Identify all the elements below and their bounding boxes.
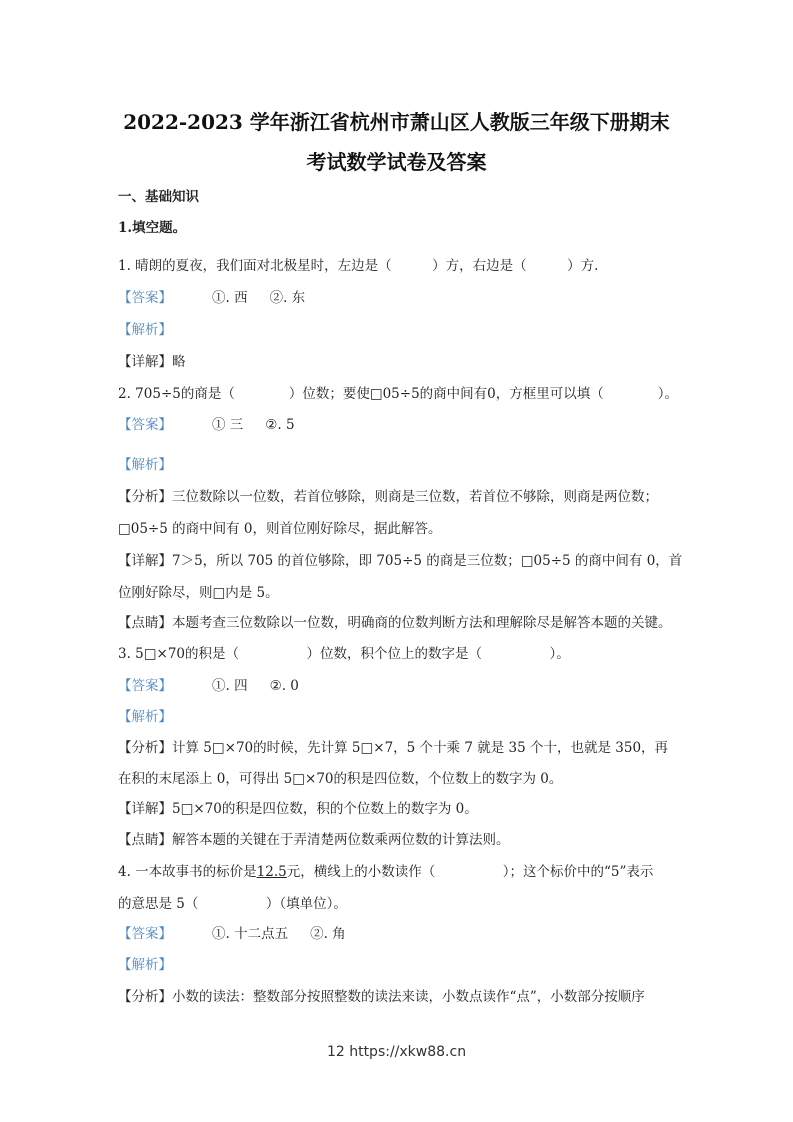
analysis-label: 【分析】 (118, 989, 172, 1005)
q2-detail-cont: 位刚好除尽，则□内是 5。 (118, 585, 279, 601)
subsection-heading: 1.填空题。 (118, 220, 187, 236)
q4-text-post: 元，横线上的小数读作（ ）；这个标价中的“5”表示 (286, 864, 654, 880)
q4-price: 12.5 (256, 864, 287, 880)
q4-text-pre: 4. 一本故事书的标价是 (118, 864, 257, 880)
analysis-label: 【分析】 (118, 489, 172, 505)
answer-1: ①. 四 (212, 678, 248, 694)
comment-text: 解答本题的关键在于弄清楚两位数乘两位数的计算法则。 (172, 832, 510, 848)
q3-answer (118, 677, 299, 695)
q3-analysis-cont: 在积的末尾添上 0，可得出 5□×70的积是四位数，个位数上的数字为 0。 (118, 771, 563, 787)
answer-label: 【答案】 (118, 417, 172, 433)
q2-analysis-label: 【解析】 (118, 457, 172, 473)
q2-detail (118, 552, 682, 570)
q1-text: 1. 晴朗的夏夜，我们面对北极星时，左边是（ ）方，右边是（ ）方. (118, 258, 599, 274)
analysis-text: 小数的读法：整数部分按照整数的读法来读，小数点读作“点”，小数部分按顺序 (172, 989, 645, 1005)
detail-text: 7＞5，所以 705 的首位够除，即 705÷5 的商是三位数；□05÷5 的商中间有 0，首 (172, 553, 683, 569)
comment-text: 本题考查三位数除以一位数，明确商的位数判断方法和理解除尽是解答本题的关键。 (172, 615, 672, 631)
answer-1: ①. 十二点五 (212, 926, 289, 942)
q2-analysis (118, 488, 658, 506)
answer-label: 【答案】 (118, 678, 172, 694)
q2-answer (118, 416, 295, 434)
comment-label: 【点睛】 (118, 615, 172, 631)
q1-answer (118, 289, 305, 307)
answer-1: ①. 西 (212, 290, 248, 306)
q3-analysis (118, 739, 668, 757)
analysis-text: 计算 5□×70的时候，先计算 5□×7，5 个十乘 7 就是 35 个十，也就是 350，再 (172, 740, 669, 756)
answer-label: 【答案】 (118, 290, 172, 306)
answer-2: ②. 东 (269, 290, 306, 306)
answer-1: ① 三 (212, 417, 244, 433)
q3-comment (118, 831, 510, 849)
doc-title-line-1: 2022-2023 学年浙江省杭州市萧山区人教版三年级下册期末 (123, 110, 670, 134)
analysis-text: 三位数除以一位数，若首位够除，则商是三位数，若首位不够除，则商是两位数； (172, 489, 658, 505)
detail-text: 5□×70的积是四位数，积的个位数上的数字为 0。 (172, 801, 478, 817)
q2-comment (118, 614, 672, 632)
detail-label: 【详解】 (118, 553, 172, 569)
q3-analysis-label: 【解析】 (118, 709, 172, 725)
q4-text-cont: 的意思是 5（ ）（填单位）。 (118, 896, 347, 912)
page-footer: 12 https://xkw88.cn (326, 1044, 467, 1060)
answer-label: 【答案】 (118, 926, 172, 942)
answer-2: ②. 角 (310, 926, 346, 942)
answer-2: ②. 0 (269, 678, 299, 694)
q2-analysis-cont: □05÷5 的商中间有 0，则首位刚好除尽，据此解答。 (118, 521, 442, 537)
analysis-label: 【分析】 (118, 740, 172, 756)
detail-label: 【详解】 (118, 354, 172, 370)
detail-label: 【详解】 (118, 801, 172, 817)
q4-analysis (118, 988, 645, 1006)
q2-text: 2. 705÷5的商是（ ）位数；要使□05÷5的商中间有0，方框里可以填（ ）。 (118, 386, 679, 402)
section-heading: 一、基础知识 (118, 189, 199, 205)
q4-analysis-label: 【解析】 (118, 957, 172, 973)
q3-text: 3. 5□×70的积是（ ）位数，积个位上的数字是（ ）。 (118, 646, 570, 662)
answer-2: ②. 5 (265, 417, 295, 433)
q1-detail (118, 353, 186, 371)
q1-analysis-label: 【解析】 (118, 322, 172, 338)
q4-answer (118, 925, 346, 943)
comment-label: 【点睛】 (118, 832, 172, 848)
doc-title-line-2: 考试数学试卷及答案 (306, 150, 487, 174)
detail-text: 略 (172, 354, 186, 370)
q3-detail (118, 800, 478, 818)
q4-text (118, 863, 653, 881)
